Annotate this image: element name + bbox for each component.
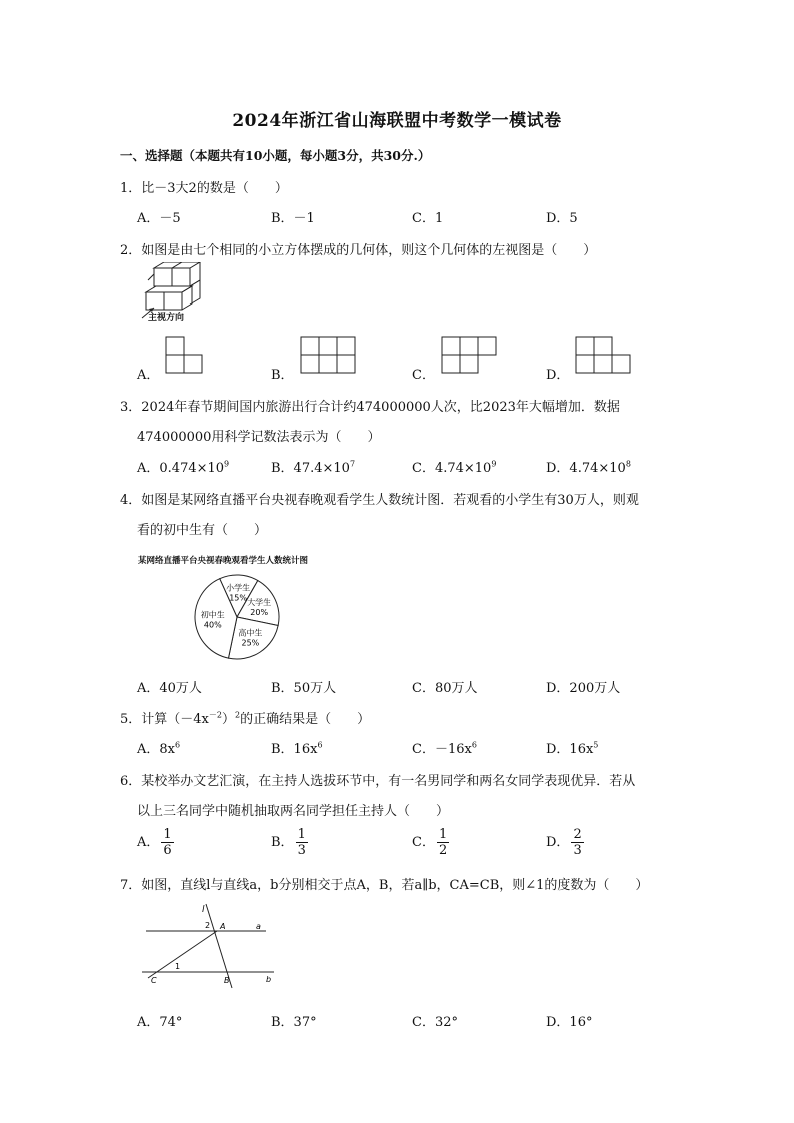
- q1-option-a: A．－5: [137, 211, 181, 226]
- question-1-stem: 1．比－3大2的数是（ ）: [120, 181, 288, 196]
- label-point-b: B: [224, 976, 230, 985]
- question-6-stem-line2: 以上三名同学中随机抽取两名同学担任主持人（ ）: [137, 804, 450, 819]
- q3-option-d: D．$4.74\times 10^8$: [546, 459, 631, 476]
- q7-option-a: A．74°: [137, 1015, 183, 1030]
- pie-percent-label-2: 25%: [241, 638, 260, 648]
- pie-category-label-0: 小学生: [226, 583, 251, 593]
- q5-option-c: C．$-16x^6$: [412, 740, 477, 757]
- view-direction-label: 主视方向: [148, 313, 185, 323]
- q4-option-b: B．50万人: [271, 681, 337, 696]
- pie-percent-label-0: 15%: [229, 593, 247, 603]
- pie-category-label-3: 初中生: [200, 610, 225, 620]
- q3-option-b: B．$47.4\times 10^7$: [271, 459, 356, 476]
- q2-option-a: A．: [137, 368, 160, 383]
- q6-option-a: A． $\frac{1}{6}$: [137, 827, 172, 858]
- q2-option-d-figure: [575, 336, 633, 374]
- label-angle-1: 1: [175, 962, 181, 971]
- q3-option-a: A．$0.474\times 10^9$: [137, 459, 230, 476]
- q1-option-c: C．1: [412, 211, 444, 226]
- q3-option-c: C．$4.74\times 10^9$: [412, 459, 497, 476]
- q6-option-d: D． $\frac{2}{3}$: [546, 827, 582, 858]
- q7-option-d: D．16°: [546, 1015, 593, 1030]
- q5-option-a: A．$8x^6$: [137, 740, 181, 757]
- label-l: l: [202, 905, 205, 915]
- q6-option-b: B． $\frac{1}{3}$: [271, 827, 306, 858]
- question-6-stem-line1: 6．某校举办文艺汇演，在主持人选拔环节中，有一名男同学和两名女同学表现优异．若从: [120, 774, 636, 789]
- q1-option-d: D．5: [546, 211, 578, 226]
- pie-category-label-1: 大学生: [247, 598, 272, 607]
- q2-option-d: D．: [546, 368, 570, 383]
- section-heading: 一、选择题（本题共有10小题，每小题3分，共30分.）: [120, 148, 431, 163]
- q1-option-b: B．－1: [271, 211, 315, 226]
- question-4-stem-line1: 4．如图是某网络直播平台央视春晚观看学生人数统计图．若观看的小学生有30万人，则观: [120, 493, 639, 508]
- label-line-b: b: [266, 975, 272, 984]
- q5-option-d: D．$16x^5$: [546, 740, 599, 757]
- page-title: 2024年浙江省山海联盟中考数学一模试卷: [232, 111, 562, 131]
- pie-percent-label-1: 20%: [250, 608, 269, 617]
- q2-option-b-figure: [300, 336, 358, 374]
- question-5-stem: 5．计算$(-4x^{-2})^2$的正确结果是（ ）: [120, 710, 371, 727]
- q4-option-c: C．80万人: [412, 681, 478, 696]
- question-7-stem: 7．如图，直线l与直线a，b分别相交于点A，B，若a∥b，CA=CB，则∠1的度数为（ ）: [120, 878, 649, 893]
- q4-option-a: A．40万人: [137, 681, 202, 696]
- label-line-a: a: [256, 922, 261, 931]
- chart-title: 某网络直播平台央视春晚观看学生人数统计图: [138, 556, 309, 566]
- q7-option-b: B．37°: [271, 1015, 317, 1030]
- pie-chart: [136, 550, 342, 662]
- q2-option-c-figure: [441, 336, 499, 374]
- question-4-stem-line2: 看的初中生有（ ）: [137, 523, 268, 538]
- pie-category-label-2: 高中生: [238, 628, 263, 638]
- question-2-stem: 2．如图是由七个相同的小立方体摆成的几何体，则这个几何体的左视图是（ ）: [120, 243, 597, 258]
- q6-option-c: C． $\frac{1}{2}$: [412, 827, 448, 858]
- q7-option-c: C．32°: [412, 1015, 458, 1030]
- question-3-stem-line1: 3．2024年春节期间国内旅游出行合计约474000000人次，比2023年大幅增加．数据: [120, 400, 620, 415]
- question-3-stem-line2: 474000000用科学记数法表示为（ ）: [137, 430, 381, 445]
- q2-option-a-figure: [165, 336, 205, 374]
- q2-option-c: C．: [412, 368, 435, 383]
- q4-option-d: D．200万人: [546, 681, 621, 696]
- pie-percent-label-3: 40%: [203, 620, 222, 630]
- parallel-lines-figure: [138, 900, 278, 992]
- q5-option-b: B．$16x^6$: [271, 740, 323, 757]
- q2-option-b: B．: [271, 368, 294, 383]
- label-point-a: A: [220, 922, 226, 931]
- label-angle-2: 2: [205, 921, 211, 930]
- label-point-c: C: [151, 976, 157, 985]
